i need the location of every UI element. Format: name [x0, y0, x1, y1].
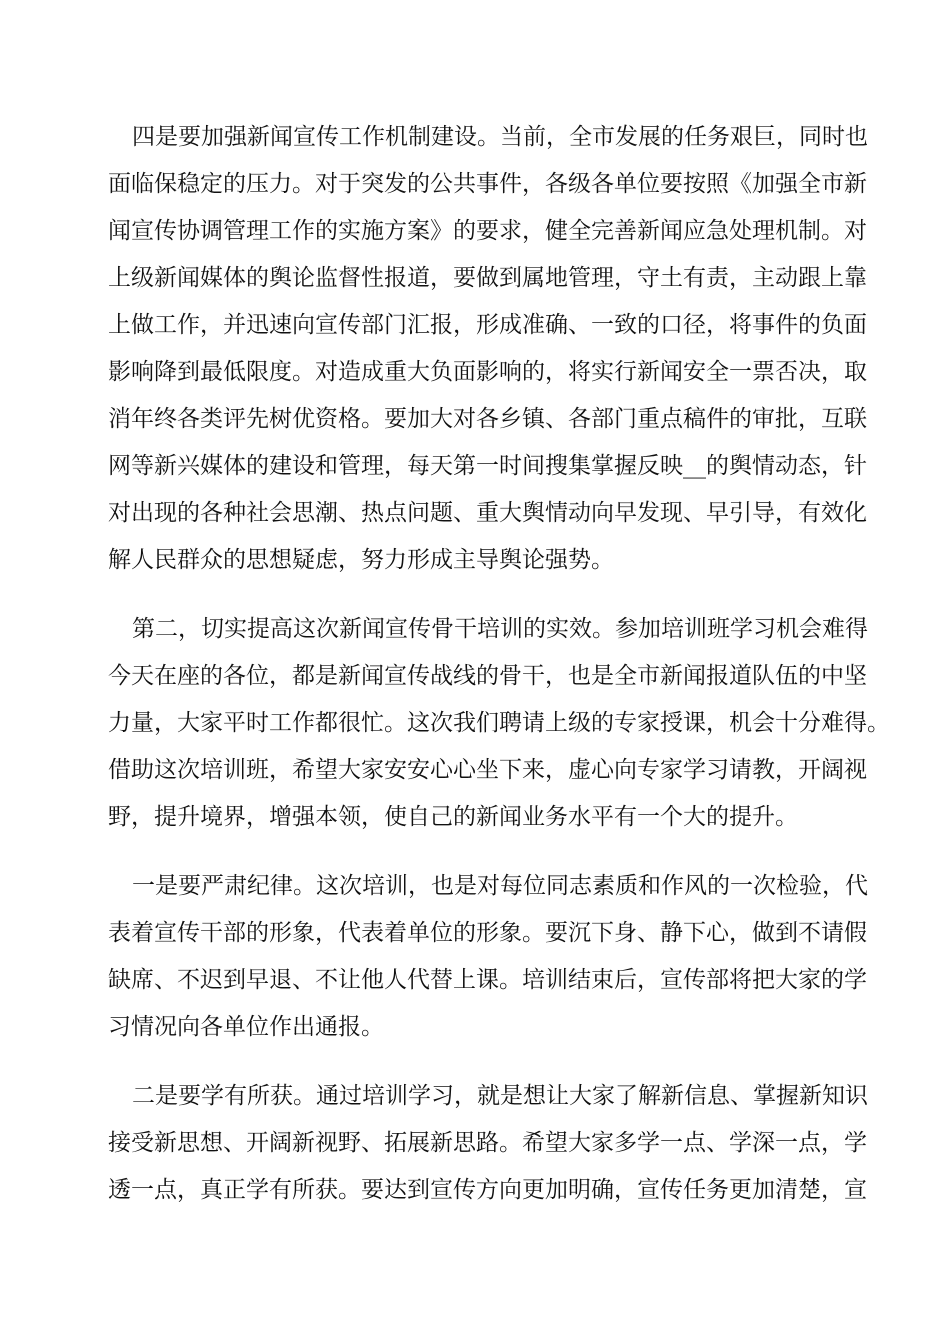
paragraph-3-line-4: 习情况向各单位作出通报。: [108, 1014, 384, 1040]
paragraph-1-line-5: 上做工作，并迅速向宣传部门汇报，形成准确、一致的口径，将事件的负面: [108, 312, 867, 338]
paragraph-1-line-1: 四是要加强新闻宣传工作机制建设。当前，全市发展的任务艰巨，同时也: [132, 124, 868, 150]
paragraph-2-line-4: 借助这次培训班，希望大家安安心心坐下来，虚心向专家学习请教，开阔视: [108, 757, 867, 783]
paragraph-2-line-2: 今天在座的各位，都是新闻宣传战线的骨干，也是全市新闻报道队伍的中坚: [108, 663, 867, 689]
paragraph-2-line-3: 力量，大家平时工作都很忙。这次我们聘请上级的专家授课，机会十分难得。: [108, 710, 890, 736]
paragraph-3-line-3: 缺席、不迟到早退、不让他人代替上课。培训结束后，宣传部将把大家的学: [108, 967, 867, 993]
paragraph-1-line-4: 上级新闻媒体的舆论监督性报道，要做到属地管理，守土有责，主动跟上靠: [108, 265, 867, 291]
paragraph-1-line-8: 网等新兴媒体的建设和管理，每天第一时间搜集掌握反映__的舆情动态，针: [108, 453, 867, 479]
paragraph-3-line-1: 一是要严肃纪律。这次培训，也是对每位同志素质和作风的一次检验，代: [132, 873, 868, 899]
paragraph-4-line-2: 接受新思想、开阔新视野、拓展新思路。希望大家多学一点、学深一点，学: [108, 1130, 867, 1156]
paragraph-1-line-2: 面临保稳定的压力。对于突发的公共事件，各级各单位要按照《加强全市新: [108, 171, 867, 197]
paragraph-3-line-2: 表着宣传干部的形象，代表着单位的形象。要沉下身、静下心，做到不请假: [108, 920, 867, 946]
paragraph-4-line-3: 透一点，真正学有所获。要达到宣传方向更加明确，宣传任务更加清楚，宣: [108, 1177, 867, 1203]
paragraph-1-line-7: 消年终各类评先树优资格。要加大对各乡镇、各部门重点稿件的审批，互联: [108, 406, 867, 432]
paragraph-1-line-3: 闻宣传协调管理工作的实施方案》的要求，健全完善新闻应急处理机制。对: [108, 218, 867, 244]
paragraph-4-line-1: 二是要学有所获。通过培训学习，就是想让大家了解新信息、掌握新知识: [132, 1083, 868, 1109]
paragraph-1-line-9: 对出现的各种社会思潮、热点问题、重大舆情动向早发现、早引导，有效化: [108, 500, 867, 526]
paragraph-2-line-1: 第二，切实提高这次新闻宣传骨干培训的实效。参加培训班学习机会难得: [132, 616, 868, 642]
paragraph-2-line-5: 野，提升境界，增强本领，使自己的新闻业务水平有一个大的提升。: [108, 804, 798, 830]
paragraph-1-line-6: 影响降到最低限度。对造成重大负面影响的，将实行新闻安全一票否决，取: [108, 359, 867, 385]
paragraph-1-line-10: 解人民群众的思想疑虑，努力形成主导舆论强势。: [108, 547, 614, 573]
